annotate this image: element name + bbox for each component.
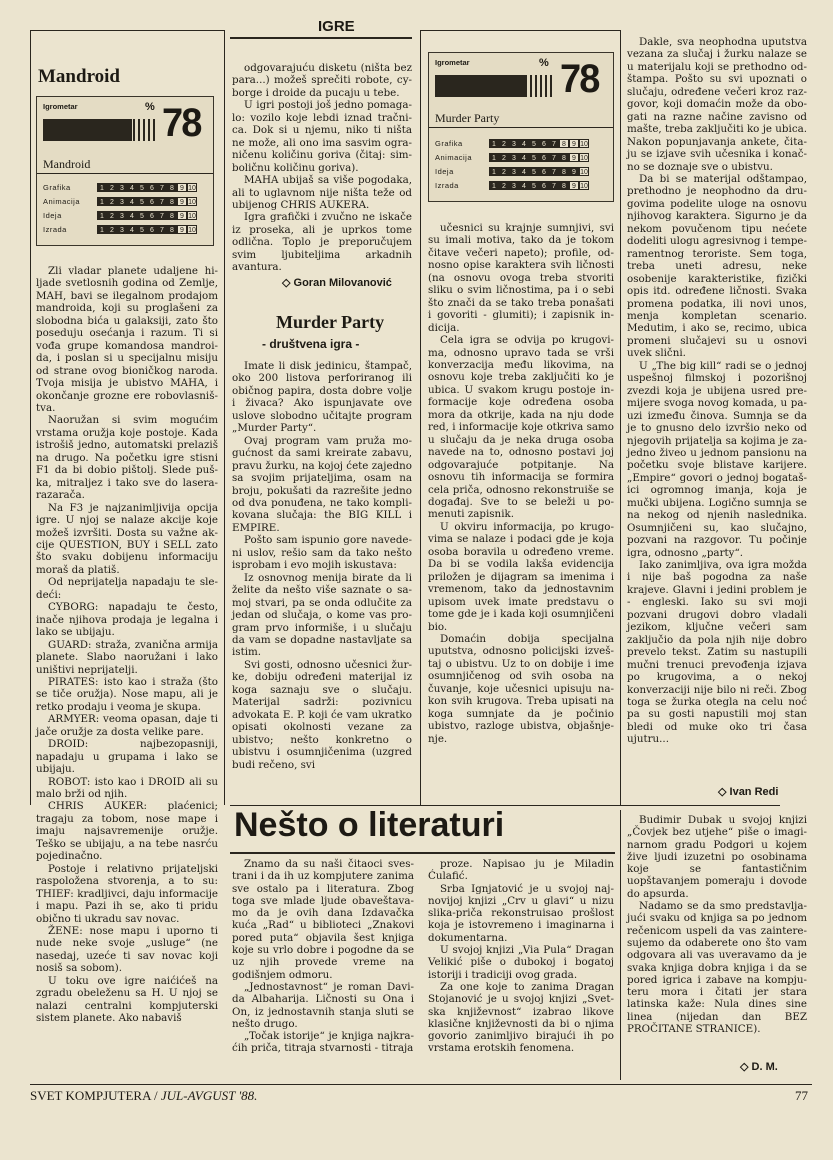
rating-scale: [489, 153, 589, 162]
section-label: IGRE: [318, 18, 355, 35]
scale-digit: 4: [519, 139, 529, 148]
scale-digit: 10: [580, 155, 588, 162]
scale-digit: 10: [188, 227, 196, 234]
paragraph: Igra grafički i zvučno ne iskače iz proseka, ali je uprkos tome odlična. Toplo je preporučujem svim ljubiteljima arkadnih avantura.: [232, 211, 412, 274]
scale-digit: 3: [117, 183, 127, 192]
scale-digit: 5: [529, 181, 539, 190]
paragraph: „Točak istorije“ je knjiga najkraćih priča, titraja stvarnosti - titraja: [232, 1030, 414, 1055]
scale-digit: 7: [549, 167, 559, 176]
magazine-name: SVET KOMPJUTERA: [30, 1088, 151, 1103]
game-name: Mandroid: [43, 157, 91, 171]
score-meter: [43, 119, 157, 141]
paragraph: Da bi se materijal odštampao, prethodno je neophodno da drugovima podelite uloge na osnovu njihovog karaktera. Sigurno je da nekom povučenom tipu nećete dodeliti ulogu agresivnog i temperamentnog teroriste. Sem toga, treba uneti adresu, neke osobenije karakteristike, fizički opis itd. određene ličnosti. Svaka promena podatka, ili novi unos, menja kompletan scenario. Medutim, i ako se, recimo, ubica promeni slučajevi su u osnovi uvek slični.: [627, 172, 807, 360]
scale-digit: 3: [117, 197, 127, 206]
scale-digit: 10: [580, 141, 588, 148]
scale-digit: 6: [539, 181, 549, 190]
rating-label: Animacija: [435, 153, 473, 162]
rating-label: Ideja: [435, 167, 454, 176]
box-divider: [429, 127, 613, 128]
scale-digit: 7: [157, 225, 167, 234]
literatura-column-3: [627, 814, 807, 1059]
scale-digit: 2: [107, 197, 117, 206]
box-rule: [30, 30, 224, 31]
paragraph: „Jednostavnost“ je roman Davida Albaharija. Ličnosti su Ona i On, iz jednostavnih stanja sluti se nešto drugo.: [232, 980, 414, 1030]
scale-digit: 4: [519, 167, 529, 176]
meter-label: Igrometar: [43, 102, 78, 111]
paragraph: MAHA ubijaš sa više pogodaka, ali to uglavnom nije ništa teže od ubijenog CHRIS AUKERA.: [232, 174, 412, 211]
scale-digit: 3: [117, 211, 127, 220]
scale-digit: 5: [137, 211, 147, 220]
literatura-column-1: [232, 858, 414, 1078]
paragraph: proze. Napisao ju je Miladin Ćulafić.: [428, 858, 614, 883]
paragraph: U toku ove igre naićićeš na zgradu obeleženu sa H. U njoj se nalazi centralni kompjuterski sistem planete. Ako nabaviš: [36, 974, 218, 1025]
scale-digit: 2: [499, 139, 509, 148]
murder-party-byline: ◇ Ivan Redi: [718, 786, 779, 798]
column-rule: [420, 30, 421, 805]
scale-digit: 8: [559, 153, 569, 162]
paragraph: Pošto sam ispunio gore navedeni uslov, rešio sam da tako nešto isprobam i evo mojih iskustava:: [232, 534, 412, 572]
paragraph: Na F3 je najzanimljivija opcija igre. U njoj se nalaze akcije koje možeš izvršiti. Dosta su važne akcije QUESTION, BUY i SELL zato što svaku dobijenu informaciju moraš da platiš.: [36, 501, 218, 576]
scale-digit: 6: [539, 139, 549, 148]
scale-digit: 5: [529, 139, 539, 148]
paragraph: Domaćin dobija specijalna uputstva, odnosno policijski izveštaj o ubistvu. Uz to on dobije i ime osumnjičenog od svih osoba na čuvanje, koje učesnici upisuju nakon svih krugova. Treba upisati na koga sumnjate da je počinio ubistvo, razloge ubistva, objašnjenje.: [428, 632, 614, 745]
paragraph: učesnici su krajnje sumnjivi, svi su imali motiva, tako da je tokom čitave večeri napeto); profile, odnosno opise karaktera svih ličnosti (na osnovu ovoga treba stvoriti sliku o svim ličnostima, pa i o sebi što znači da se tako treba ponašati i govoriti - glumiti); i zapisnik indicija.: [428, 222, 614, 334]
scale-digit: 4: [519, 181, 529, 190]
paragraph: Nadamo se da smo predstavljajući svaku od knjiga sa po jednom rečenicom uspeli da vas zainteresujemo da odaberete ono što vam odgovara ali vas uveravamo da je svaka knjiga dobra knjiga i da se pored igrica i zabave na kompjuteru mora i čitati jer stara latinska kaže: Nula dines sine linea (nijedan dan BEZ PROČITANE STRANICE).: [627, 900, 807, 1036]
scale-digit: 10: [188, 185, 196, 192]
footer-rule: [30, 1084, 812, 1085]
literatura-byline: ◇ D. M.: [740, 1061, 778, 1073]
score-meter: [435, 75, 553, 97]
murder-party-column-3: [627, 36, 807, 784]
scale-digit: 4: [127, 211, 137, 220]
paragraph: CYBORG: napadaju te često, inače njihova prodaja je legalna i lako se ubijaju.: [36, 601, 218, 639]
game-name: Murder Party: [435, 111, 500, 125]
scale-digit: 1: [489, 153, 499, 162]
scale-digit: 5: [137, 225, 147, 234]
rating-label: Grafika: [43, 183, 71, 192]
score-number: 78: [560, 57, 599, 101]
mandroid-byline: ◇ Goran Milovanović: [282, 277, 392, 289]
scale-digit: 8: [167, 197, 177, 206]
scale-digit: 9: [569, 139, 579, 148]
paragraph: Srba Ignjatović je u svojoj najnovijoj knjizi „Crv u glavi“ u nizu slika-priča rekonstruisao prošlost koja je istovremeno i imaginarna i dokumentarna.: [428, 882, 614, 944]
paragraph: DROID: najbezopasniji, napadaju u grupama i lako se ubijaju.: [36, 738, 218, 776]
scale-digit: 8: [559, 167, 569, 176]
rating-scale: [489, 139, 589, 148]
paragraph: odgovarajuću disketu (ništa bez para...) možeš sprečiti robote, cyborge i droide da pucaju u tebe.: [232, 62, 412, 99]
rating-label: Animacija: [43, 197, 81, 206]
scale-digit: 1: [97, 197, 107, 206]
scale-digit: 2: [499, 167, 509, 176]
scale-digit: 7: [549, 139, 559, 148]
paragraph: Naoružan si svim mogućim vrstama oružja koje postoje. Kada istrošiš jedno, automatski prelaziš na drugo. Na početku igre stisni F1 da bi dobio pištolj. Slede puška, mitraljez i tako sve do lasera-razarača.: [36, 414, 218, 502]
score-number: 78: [162, 101, 201, 145]
paragraph: Iako zanimljiva, ova igra možda i nije baš pogodna za naše krajeve. Glavni i jedini problem je - engleski. Iako su svi moji pozvani drugovi dobro vladali jezikom, ključne večeri sam zaključio da pola njih nije dobro prevelo tekst. Zatim su nastupili mučni trenuci prevođenja izjava po krugovima, a o nekoj konverzaciji nije bilo ni reči. Zbog toga se žurka otegla na celu noć pa su gosti napustili moj stan bledi od muke oko tri časa ujutru...: [627, 559, 807, 746]
paragraph: ARMYER: veoma opasan, daje ti jače oružje za dosta velike pare.: [36, 713, 218, 738]
paragraph: Od neprijatelja napadaju te sledeći:: [36, 576, 218, 601]
page-number: 77: [795, 1088, 808, 1103]
paragraph: U svojoj knjizi „Via Pula“ Dragan Velikić piše o dubokoj i bogatoj istoriji i tradiciji ovog grada.: [428, 944, 614, 981]
paragraph: Postoje i relativno prijateljski raspoložena stvorenja, a to su: THIEF: kradljivci, daju informacije i mapu. Pazi ih se, ako ti pridu obično ti ukradu sav novac.: [36, 862, 218, 925]
rating-scale: [97, 197, 197, 206]
literatura-title: Nešto o literaturi: [234, 806, 505, 844]
header-rule: [230, 37, 412, 39]
murder-party-column-1: [232, 360, 412, 802]
scale-digit: 6: [147, 183, 157, 192]
scale-digit: 4: [127, 197, 137, 206]
scale-digit: 2: [107, 225, 117, 234]
scale-digit: 7: [157, 211, 167, 220]
scale-digit: 2: [107, 211, 117, 220]
scale-digit: 5: [529, 153, 539, 162]
scale-digit: 2: [107, 183, 117, 192]
scale-digit: 5: [137, 197, 147, 206]
scale-digit: 1: [489, 181, 499, 190]
scale-digit: 3: [509, 139, 519, 148]
scale-digit: 9: [177, 197, 187, 206]
literatura-column-2: [428, 858, 614, 1078]
scale-digit: 1: [97, 225, 107, 234]
scale-digit: 6: [539, 153, 549, 162]
scale-digit: 10: [580, 183, 588, 190]
rating-label: Izrada: [43, 225, 67, 234]
scale-digit: 4: [127, 183, 137, 192]
scale-digit: 8: [167, 225, 177, 234]
scale-digit: 7: [157, 197, 167, 206]
scale-digit: 2: [499, 153, 509, 162]
mandroid-column-2: [232, 62, 412, 274]
paragraph: ŽENE: nose mapu i uporno ti nude neke svoje „usluge“ (ne nasedaj, uzeće ti sav novac koji nosiš sa sobom).: [36, 925, 218, 975]
paragraph: Za one koje to zanima Dragan Stojanović je u svojoj knjizi „Svetska književnost“ izabrao likove klasične književnosti da bi o njima govorio zanimljivo birajući ih po vrstama erotskih fenomena.: [428, 980, 614, 1055]
scale-digit: 3: [117, 225, 127, 234]
scale-digit: 10: [580, 169, 588, 176]
scale-digit: 6: [539, 167, 549, 176]
paragraph: Svi gosti, odnosno učesnici žurke, dobiju određeni materijal iz koga saznaju sve o slučaju. Materijal sadrži: pozivnicu advokata E. P. koji će vam ukratko opisati okolnosti vezane za ubistvo; nešto konkretno o ubistvu i osumnjičenima (uzgred budi rečeno, svi: [232, 658, 412, 771]
column-rule: [224, 30, 225, 805]
scale-digit: 8: [559, 181, 569, 190]
rating-box-murder-party: [428, 52, 614, 202]
paragraph: GUARD: straža, zvanična armija planete. Slabo naoružani i lako uništivi neprijatelji.: [36, 638, 218, 676]
paragraph: Imate li disk jedinicu, štampač, oko 200 listova perforiranog ili običnog papira, dosta dobre volje i živaca? Ako ispunjavate ove uslove slobodno učitajte program „Murder Party“.: [232, 360, 412, 435]
paragraph: U „The big kill“ radi se o jednoj uspešnoj filmskoj i pozorišnoj zvezdi koja je ubijena usred premijere svoga novog komada, u pauzi između činova. Sumnja se da je to gnusno delo izvršio neko od njegovih prijatelja sa kojima je zajedno živeo u jednom pansionu na početku svoje blistave karijere. „Empire“ govori o jednoj bogatašici ogromnog imanja, koja je mučki ubijena. Logično sumnja se na nekog od njenih naslednika. Osumnjičeni su, kao slučajno, pozvani na razgovor. Tu počinje igra, odnosno „party“.: [627, 359, 807, 559]
scale-digit: 3: [509, 181, 519, 190]
rating-scale: [97, 211, 197, 220]
paragraph: CHRIS AUKER: plaćenici; tragaju za tobom, nose mape i imaju najsavremenije oružje. Teško se ubijaju, a na tebe nasrću poјedinačno.: [36, 800, 218, 863]
meter-label: Igrometar: [435, 58, 470, 67]
scale-digit: 4: [519, 153, 529, 162]
scale-digit: 7: [549, 181, 559, 190]
column-rule: [620, 810, 621, 1080]
scale-digit: 9: [177, 183, 187, 192]
scale-digit: 1: [489, 167, 499, 176]
percent-symbol: %: [145, 101, 155, 113]
scale-digit: 2: [499, 181, 509, 190]
title-underline: [230, 852, 615, 854]
rating-scale: [97, 183, 197, 192]
rating-scale: [489, 181, 589, 190]
paragraph: Ovaj program vam pruža mogućnost da sami kreirate zabavu, pravu žurku, na kojoj ćete zajedno sa svojim prijateljima, osam na broju, pokušati da razrešite jedno od dva ponuđena, ne tako komplikovana slučaja: the BIG KILL i EMPIRE.: [232, 434, 412, 534]
issue-label: JUL-AVGUST '88.: [160, 1088, 258, 1103]
paragraph: ROBOT: isto kao i DROID ali su malo brži od njih.: [36, 775, 218, 801]
paragraph: Budimir Dubak u svojoj knjizi „Čovjek bez utjehe“ piše o imaginarnom gradu Podgori u kojem žive ljudi izuzetni po osobinama koje se fantastičnim uopštavanjem pomeraju i dovode do apsurda.: [627, 814, 807, 900]
mandroid-column-1: [36, 265, 218, 1025]
paragraph: U okviru informacija, po krugovima se nalaze i podaci gde je koja osoba boravila u određeno vreme. Da bi se vodila lakša evidencija priložen je dijagram sa imenima i vremenom, tako da jednostavnim upisom uvek imate predstavu o tome gde je i kada koji osumnjičeni bio.: [428, 520, 614, 633]
scale-digit: 7: [157, 183, 167, 192]
paragraph: PIRATES: isto kao i straža (što se tiče oružja). Nose mapu, ali je retko prodaju i veoma je skupa.: [36, 675, 218, 713]
percent-symbol: %: [539, 57, 549, 69]
murder-party-subtitle: - društvena igra -: [262, 337, 360, 351]
rating-label: Ideja: [43, 211, 62, 220]
box-divider: [37, 173, 213, 174]
scale-digit: 1: [97, 211, 107, 220]
scale-digit: 6: [147, 197, 157, 206]
rating-scale: [97, 225, 197, 234]
scale-digit: 9: [569, 153, 579, 162]
paragraph: Zli vladar planete udaljene hiljade svetlosnih godina od Zemlje, MAH, bavi se ilegalnom prodajom mandroida, koji su proglašeni za slobodna bića u galaksiji, zato što poseduju osećanja i razum. Ti si vođa grupe komandosa mandroida, i poslan si u specijalnu misiju od strane ovog bioničkog naroda. Tvoja misija je ubistvo MAHA, i okončanje grozne ere robovlasništva.: [36, 265, 218, 414]
scale-digit: 8: [167, 183, 177, 192]
paragraph: Cela igra se odvija po krugovima, odnosno upravo tada se vrši konverzacija među likovima, na osnovu koje treba zaključiti ko je ubica. U svakom krugu postoje informacije koje određena osoba mora da otkrije, kada na nju dode red, i informacije koje otkriva samo u slučaju da je neka druga osoba navede na to, odnosno postavi joj odgovarajuće potpitanje. Na osnovu tih informacija se formira cela priča, odnosno rekonstruiše se događaj. Sve to se beleži u pomenuti zapisnik.: [428, 334, 614, 521]
paragraph: Iz osnovnog menija birate da li želite da nešto više saznate o samoj stvari, pa se onda odlučite za jedan od slučaja, o kome vas program prvo informiše, i u slučaju da vam se dopadne nastavljate sa istim.: [232, 571, 412, 659]
scale-digit: 7: [549, 153, 559, 162]
scale-digit: 6: [147, 225, 157, 234]
scale-digit: 9: [177, 211, 187, 220]
rating-label: Grafika: [435, 139, 463, 148]
scale-digit: 5: [529, 167, 539, 176]
murder-party-column-2: [428, 222, 614, 802]
rating-box-mandroid: [36, 96, 214, 246]
paragraph: U igri postoji još jedno pomagalo: vozilo koje lebdi iznad tračnica. Dok si u njemu, niko ti ništa ne može, ali ono ima sasvim ograničenu količinu goriva (čitaj: simboličnu količinu goriva).: [232, 99, 412, 174]
footer-magazine: [30, 1088, 257, 1104]
scale-digit: 9: [177, 225, 187, 234]
box-rule: [420, 30, 620, 31]
column-rule: [620, 30, 621, 805]
scale-digit: 1: [97, 183, 107, 192]
scale-digit: 3: [509, 167, 519, 176]
scale-digit: 6: [147, 211, 157, 220]
scale-digit: 8: [167, 211, 177, 220]
scale-digit: 4: [127, 225, 137, 234]
rating-scale: [489, 167, 589, 176]
scale-digit: 10: [188, 199, 196, 206]
rating-label: Izrada: [435, 181, 459, 190]
scale-digit: 9: [569, 181, 579, 190]
scale-digit: 3: [509, 153, 519, 162]
scale-digit: 1: [489, 139, 499, 148]
scale-digit: 10: [188, 213, 196, 220]
mandroid-title: Mandroid: [38, 66, 121, 87]
footer-separator: /: [154, 1088, 161, 1103]
scale-digit: 5: [137, 183, 147, 192]
paragraph: Znamo da su naši čitaoci svestrani i da ih uz kompjutere zanima sve ostalo pa i literatura. Zbog toga sve mlade ljude obaveštavamo da je ovih dana Izdavačka kuća „Rad“ u biblioteci „Znakovi pored puta“ objavila šest knjiga koje su vrlo dobre i pogodne da se uz njih provede vreme na godišnjem odmoru.: [232, 858, 414, 981]
left-border: [30, 30, 31, 805]
scale-digit: 8: [559, 139, 569, 148]
scale-digit: 9: [569, 167, 579, 176]
paragraph: Dakle, sva neophodna uputstva vezana za slučaj i žurku nalaze se u materijalu koji se prethodno odštampa. Pošto su svi upoznati o slučaju, određene večeri kroz razgovor, koji domaćin može da obogati na razne načine zavisno od mašte, treba zaključiti ko je ubica. Nakon popunjavanja ankete, čitaju se izjave svih učesnika i konačno se doznaje sve o ubistvu.: [627, 36, 807, 173]
murder-party-title: Murder Party: [276, 312, 385, 332]
